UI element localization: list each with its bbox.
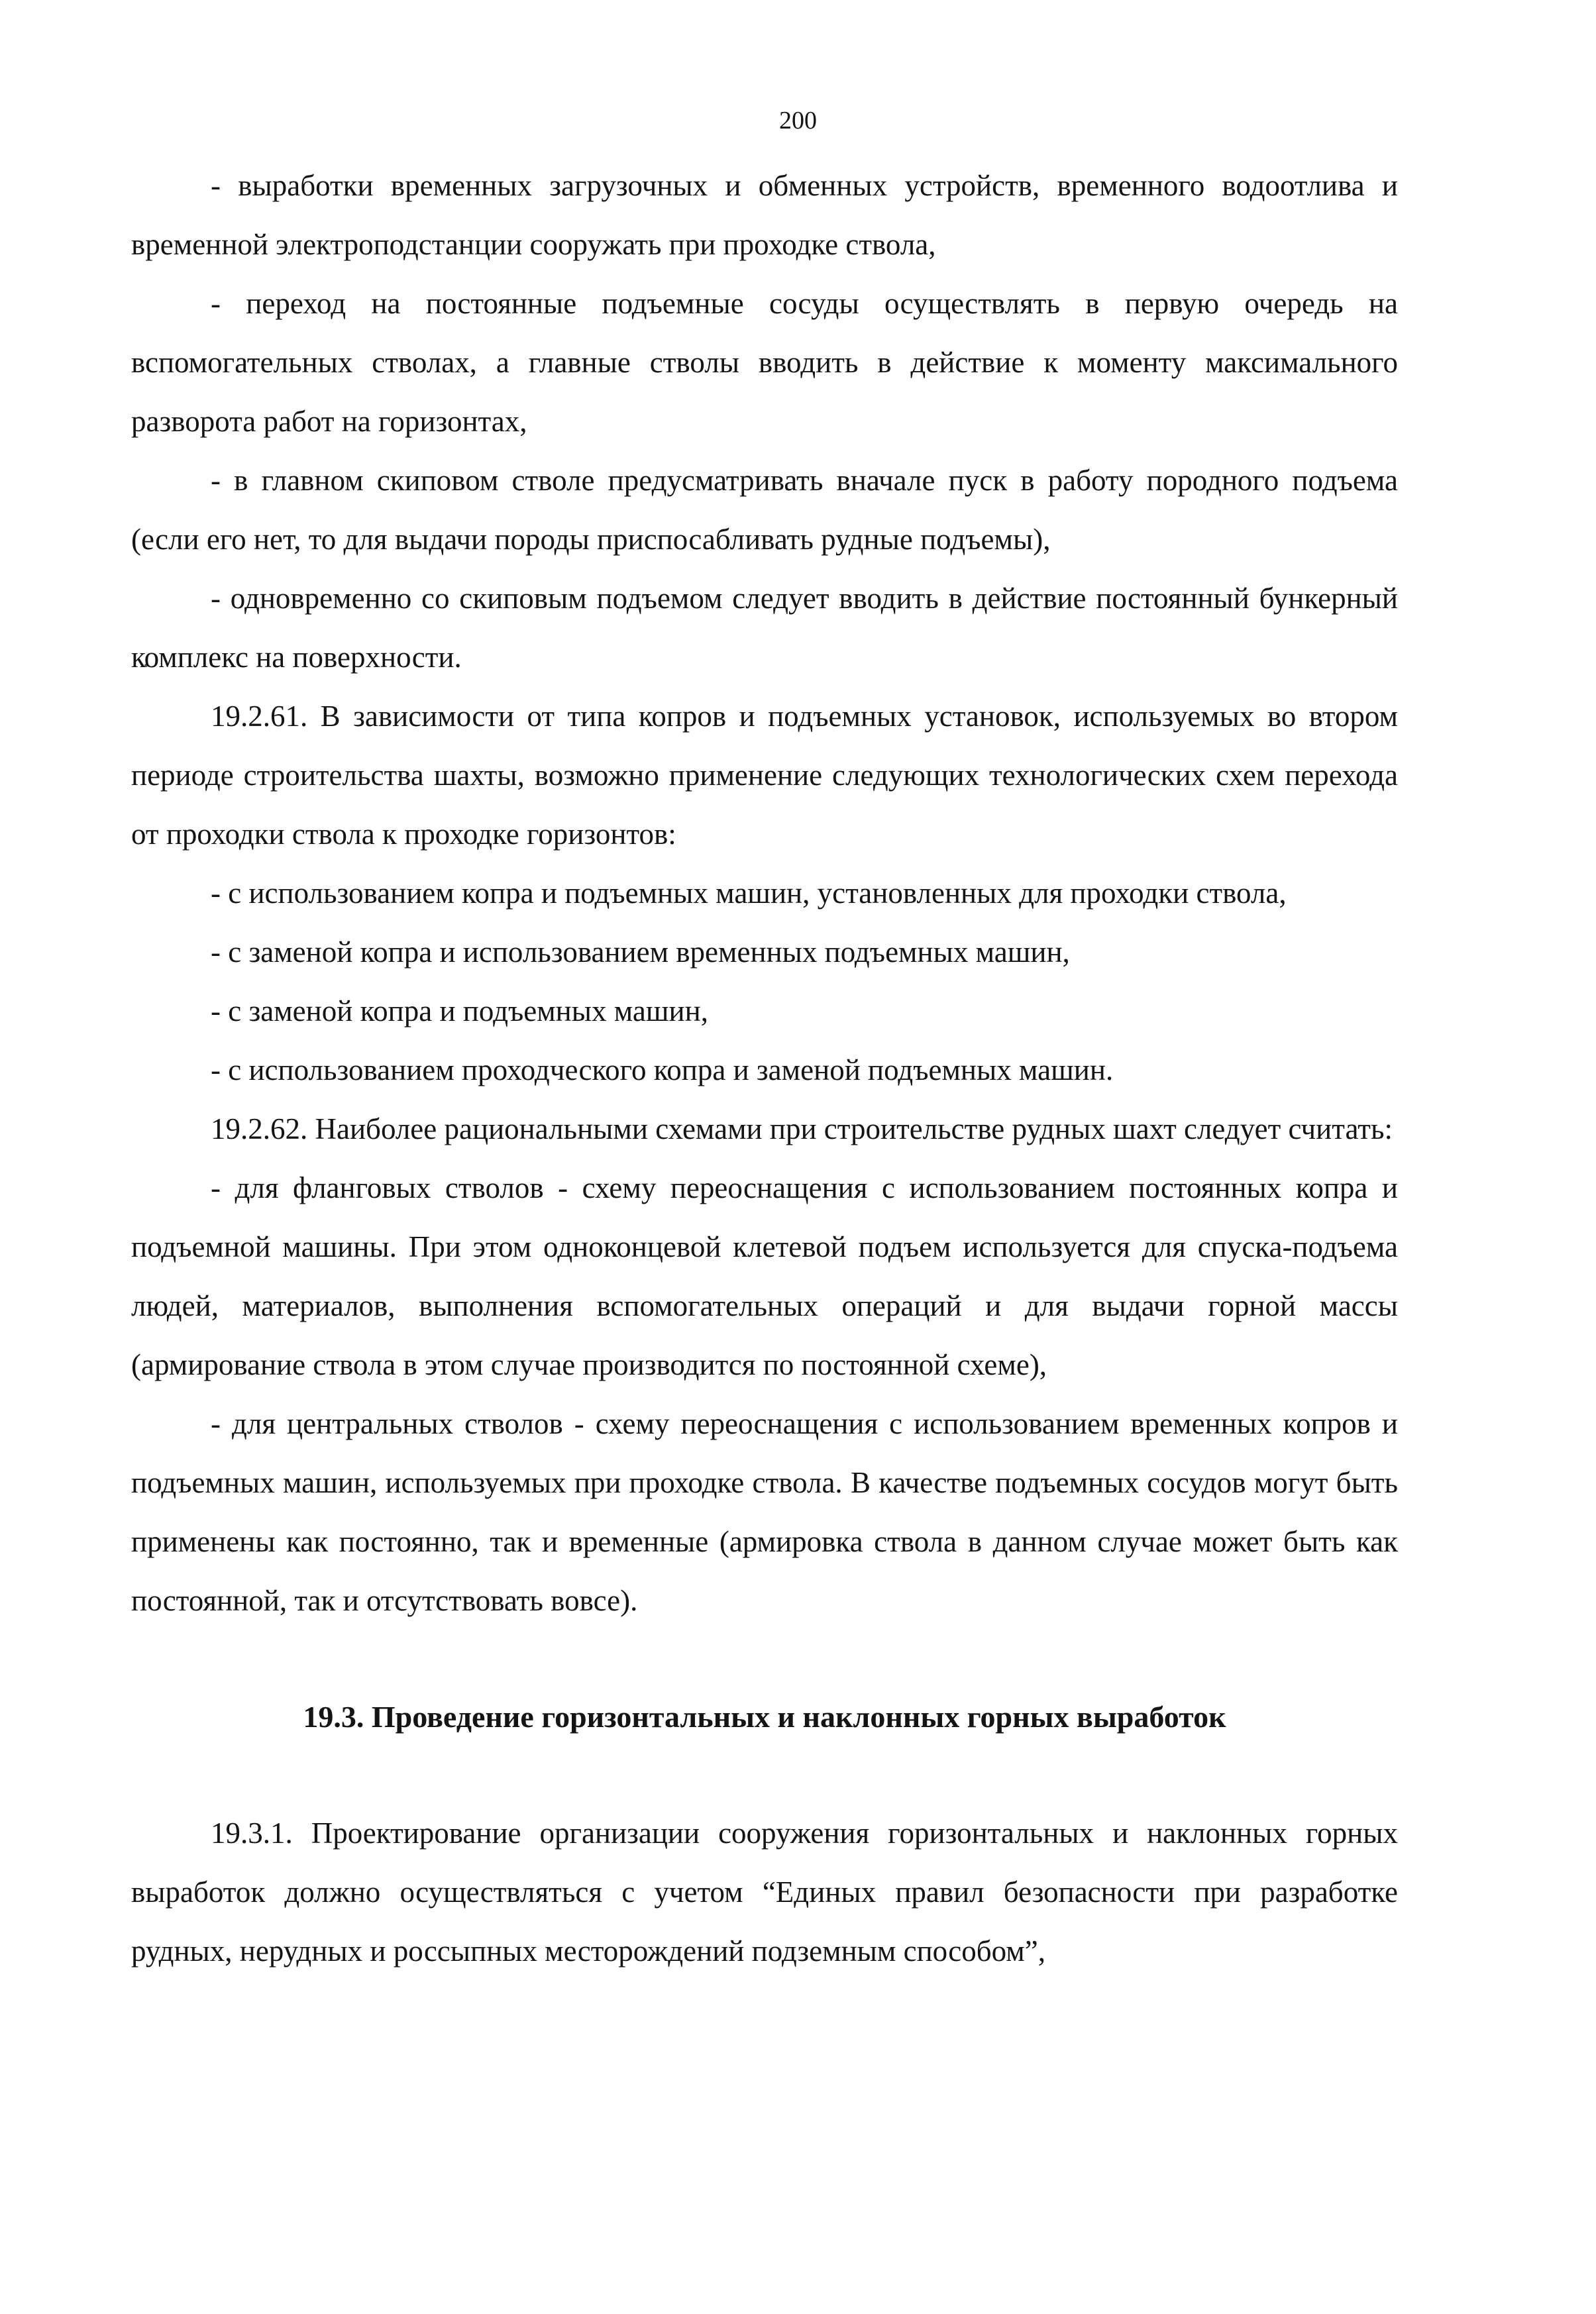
- document-body: [131, 156, 1398, 1981]
- paragraph-bunker-complex: - одновременно со скиповым подъемом следует вводить в действие постоянный бункерный комплекс на поверхности.: [131, 582, 1398, 674]
- list-item-scheme-1: - с использованием копра и подъемных машин, установленных для проходки ствола,: [211, 876, 1287, 910]
- paragraph-19-2-61: 19.2.61. В зависимости от типа копров и подъемных установок, используемых во втором периоде строительства шахты, возможно применение следующих технологических схем перехода от проходки ствола к проходке горизонтов:: [131, 700, 1398, 851]
- list-item-scheme-3: - с заменой копра и подъемных машин,: [211, 994, 708, 1027]
- list-item-scheme-2: - с заменой копра и использованием временных подъемных машин,: [211, 935, 1070, 969]
- page-number: 200: [779, 107, 817, 134]
- paragraph-19-2-62: 19.2.62. Наиболее рациональными схемами при строительстве рудных шахт следует считать:: [211, 1112, 1393, 1145]
- paragraph-19-3-1: 19.3.1. Проектирование организации сооружения горизонтальных и наклонных горных выработок должно осуществляться с учетом “Единых правил безопасности при разработке рудных, нерудных и россыпных месторождений подземным способом”,: [131, 1816, 1398, 1968]
- paragraph-flank-shafts: - для фланговых стволов - схему переоснащения с использованием постоянных копра и подъемной машины. При этом одноконцевой клетевой подъем используется для спуска-подъема людей, материалов, выполнения вспомогательных операций и для выдачи горной массы (армирование ствола в этом случае производится по постоянной схеме),: [131, 1171, 1398, 1381]
- paragraph-central-shafts: - для центральных стволов - схему переоснащения с использованием временных копров и подъемных машин, используемых при проходке ствола. В качестве подъемных сосудов могут быть применены как постоянно, так и временные (армировка ствола в данном случае может быть как постоянной, так и отсутствовать вовсе).: [131, 1407, 1398, 1617]
- paragraph-permanent-vessels: - переход на постоянные подъемные сосуды осуществлять в первую очередь на вспомогательных стволах, а главные стволы вводить в действие к моменту максимального разворота работ на горизонтах,: [131, 287, 1398, 438]
- paragraph-temporary-devices: - выработки временных загрузочных и обменных устройств, временного водоотлива и временной электроподстанции сооружать при проходке ствола,: [131, 169, 1398, 261]
- paragraph-skip-shaft: - в главном скиповом стволе предусматривать вначале пуск в работу породного подъема (если его нет, то для выдачи породы приспосабливать рудные подъемы),: [131, 464, 1398, 556]
- list-item-scheme-4: - с использованием проходческого копра и заменой подъемных машин.: [211, 1053, 1114, 1086]
- section-heading: 19.3. Проведение горизонтальных и наклонных горных выработок: [303, 1700, 1226, 1734]
